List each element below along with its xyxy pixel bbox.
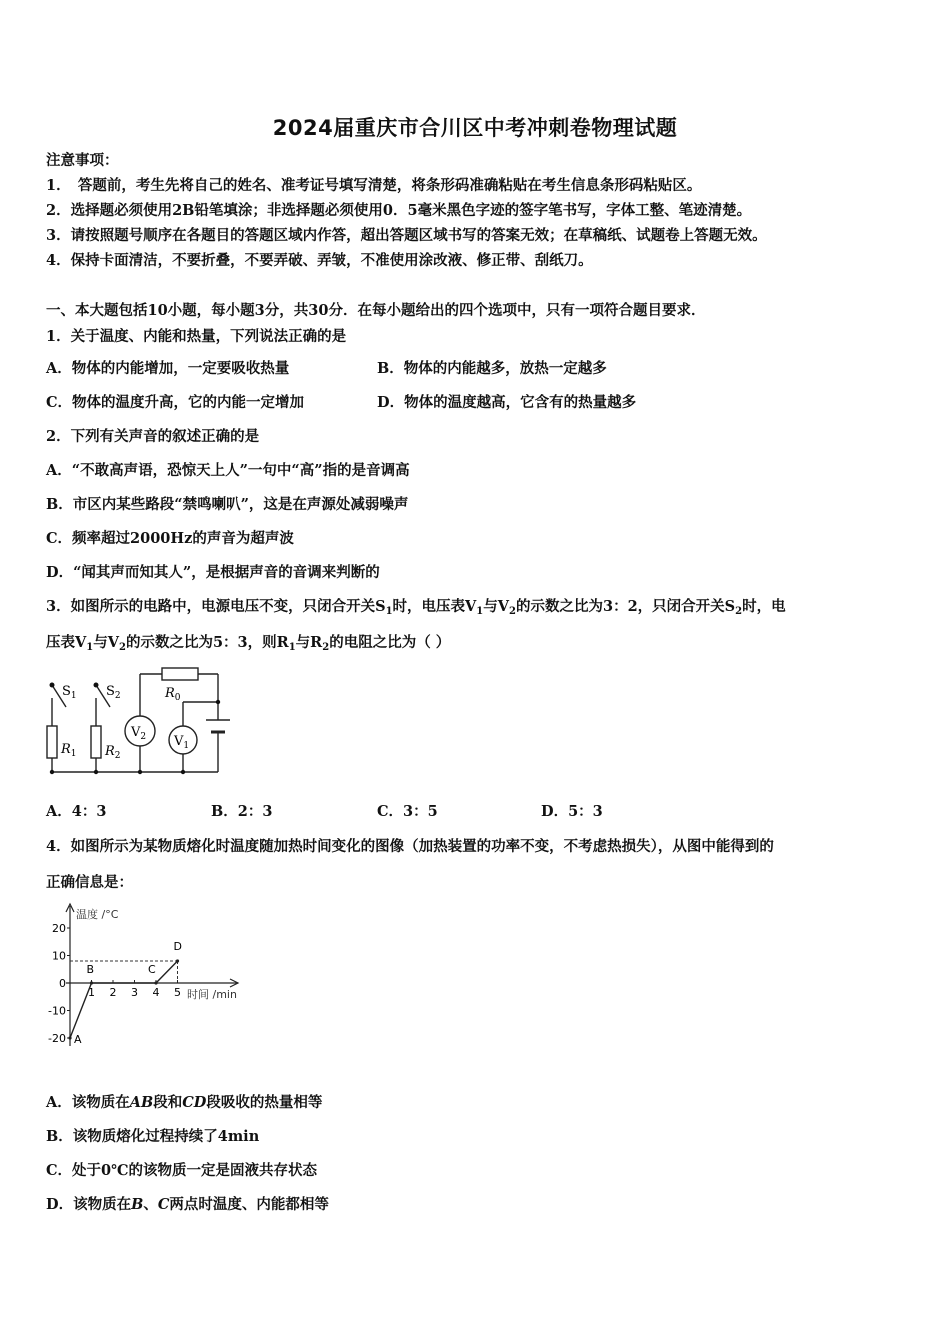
notice-item-1: 1． 答题前，考生先将自己的姓名、准考证号填写清楚，将条形码准确粘贴在考生信息条形码粘贴区。 — [46, 177, 702, 194]
x-tick-label: 5 — [174, 986, 181, 999]
y-axis-label: 温度 /°C — [76, 908, 119, 921]
resistor-r1 — [47, 726, 57, 758]
q4-option-c: C．处于0℃的该物质一定是固液共存状态 — [46, 1162, 318, 1179]
q2-stem: 2．下列有关声音的叙述正确的是 — [46, 428, 260, 445]
q4-option-b: B．该物质熔化过程持续了4min — [46, 1128, 260, 1145]
x-tick-label: 1 — [88, 986, 95, 999]
q2-option-a: A．“不敢高声语，恐惊天上人”一句中“高”指的是音调高 — [46, 462, 410, 479]
q2-option-b: B．市区内某些路段“禁鸣喇叭”，这是在声源处减弱噪声 — [46, 496, 409, 513]
v2-label: $V_2$ — [131, 725, 147, 742]
q2-option-c: C．频率超过2000Hz的声音为超声波 — [46, 530, 294, 547]
y-tick-label: 10 — [52, 949, 66, 963]
q1-option-c: C．物体的温度升高，它的内能一定增加 — [46, 394, 305, 411]
q4-stem-line-1: 4．如图所示为某物质熔化时温度随加热时间变化的图像（加热装置的功率不变，不考虑热损失），从图中能得到的 — [46, 838, 774, 855]
x-tick-label: 3 — [131, 986, 138, 999]
y-tick-label: -10 — [48, 1004, 66, 1018]
section-heading: 一、本大题包括10小题，每小题3分，共30分．在每小题给出的四个选项中，只有一项符合题目要求． — [46, 302, 706, 319]
s1-label: $S_1$ — [62, 684, 77, 701]
y-tick-label: 0 — [59, 977, 66, 990]
x-tick-label: 2 — [109, 986, 117, 999]
q4-option-a: A．该物质在AB段和CD段吸收的热量相等 — [46, 1094, 323, 1111]
point-b — [90, 981, 93, 984]
notice-heading: 注意事项： — [46, 152, 119, 169]
q4-option-d: D．该物质在B、C两点时温度、内能都相等 — [46, 1196, 329, 1213]
q3-stem-line-1: 3．如图所示的电路中，电源电压不变，只闭合开关$S_1$时，电压表$V_1$与$V_2$的示数之比为3：2，只闭合开关$S_2$时，电 — [46, 598, 786, 617]
q3-option-c: C．3：5 — [377, 803, 438, 820]
s2-label: $S_2$ — [106, 684, 121, 701]
q1-option-a: A．物体的内能增加，一定要吸收热量 — [46, 360, 290, 377]
q1-option-b: B．物体的内能越多，放热一定越多 — [377, 360, 607, 377]
x-axis-label: 时间 /min — [187, 988, 237, 1001]
q1-option-d: D．物体的温度越高，它含有的热量越多 — [377, 394, 637, 411]
point-d — [176, 959, 179, 962]
v1-label: $V_1$ — [174, 734, 190, 751]
q3-option-a: A．4：3 — [46, 803, 107, 820]
q4-stem-line-2: 正确信息是： — [46, 874, 133, 891]
notice-item-3: 3．请按照题号顺序在各题目的答题区域内作答，超出答题区域书写的答案无效；在草稿纸、试题卷上答题无效。 — [46, 227, 767, 244]
q3-stem-line-2: 压表$V_1$与$V_2$的示数之比为5：3，则$R_1$与$R_2$的电阻之比为（ ） — [46, 634, 451, 653]
r0-label: $R_0$ — [165, 686, 181, 703]
x-tick-label: 4 — [152, 986, 160, 999]
resistor-r2 — [91, 726, 101, 758]
page-title: 2024届重庆市合川区中考冲刺卷物理试题 — [272, 116, 678, 140]
point-label-a: A — [74, 1033, 82, 1046]
point-label-b: B — [86, 963, 95, 976]
point-label-d: D — [173, 940, 182, 953]
notice-item-2: 2．选择题必须使用2B铅笔填涂；非选择题必须使用0．5毫米黑色字迹的签字笔书写，字体工整、笔迹清楚。 — [46, 202, 752, 219]
y-tick-label: -20 — [48, 1032, 66, 1045]
r1-label: $R_1$ — [61, 742, 77, 759]
y-tick-label: 20 — [52, 922, 66, 935]
r2-label: $R_2$ — [105, 744, 121, 761]
point-label-c: C — [148, 963, 156, 976]
q2-option-d: D．“闻其声而知其人”，是根据声音的音调来判断的 — [46, 564, 380, 581]
q1-stem: 1．关于温度、内能和热量，下列说法正确的是 — [46, 328, 347, 345]
q3-option-d: D．5：3 — [541, 803, 603, 820]
melting-graph — [40, 900, 270, 1050]
notice-item-4: 4．保持卡面清洁，不要折叠，不要弄破、弄皱，不准使用涂改液、修正带、刮纸刀。 — [46, 252, 593, 269]
q3-option-b: B．2：3 — [211, 803, 273, 820]
point-c — [154, 981, 157, 984]
circuit-diagram — [40, 662, 240, 782]
point-a — [68, 1036, 71, 1039]
